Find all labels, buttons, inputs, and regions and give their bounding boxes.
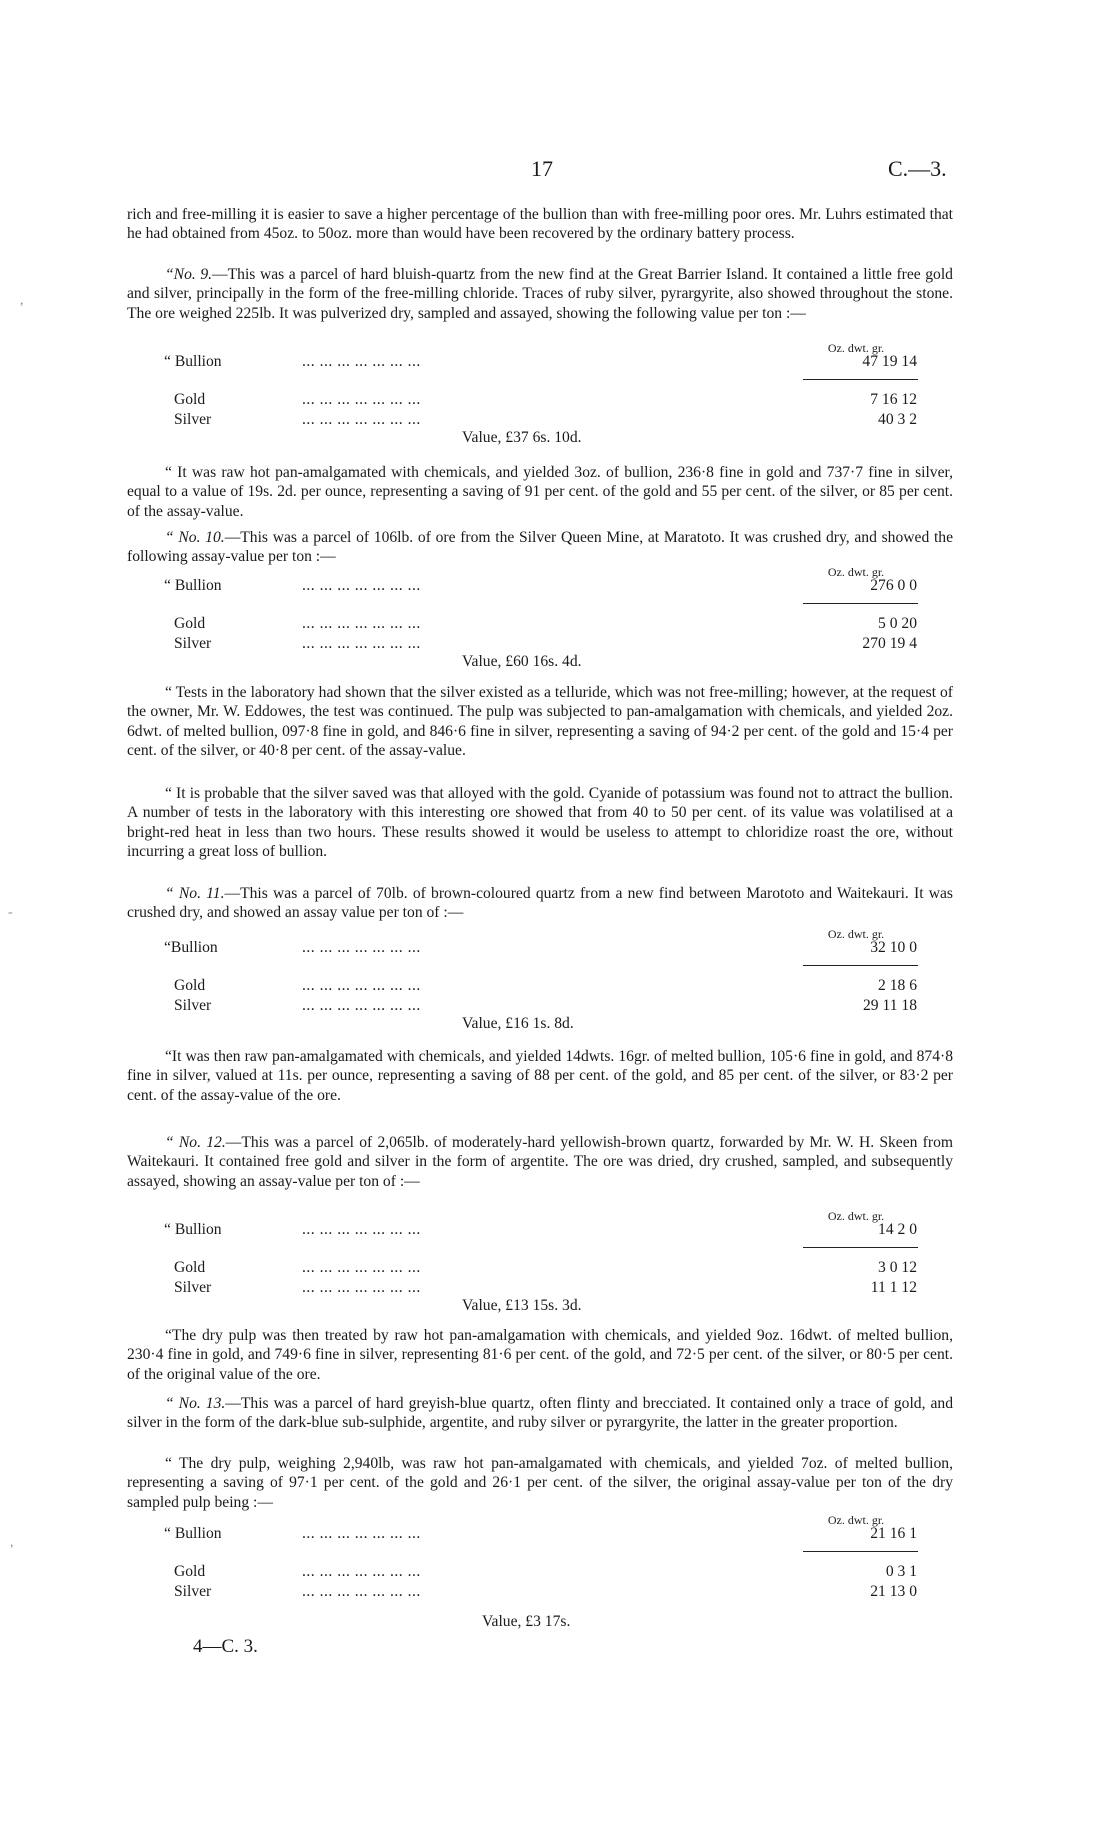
sample-number: “ No. 13. (165, 1395, 226, 1412)
table-row-bullion (127, 353, 953, 373)
paragraph-no-9 (127, 265, 953, 323)
table-row-silver (127, 997, 953, 1017)
sample-number: “ No. 12. (165, 1134, 226, 1151)
paragraph-no-13-result: “ The dry pulp, weighing 2,940lb, was raw hot pan-amalgamated with chemicals, and yielded 7oz. of melted bullion, representing a saving of 97·1 per cent. of the gold and 26·1 per cent. of the silver, the original assay-value per ton of the dry sampled pulp being :— (127, 1455, 953, 1511)
table-row-gold (127, 1259, 953, 1279)
leader-dots: ... ... ... ... ... ... ... (302, 977, 421, 994)
signature-mark: 4—C. 3. (193, 1636, 258, 1657)
table-row-bullion (127, 1525, 953, 1545)
row-amount: 29 11 18 (863, 997, 917, 1014)
row-amount: 21 13 0 (870, 1583, 917, 1600)
paragraph-body: —This was a parcel of 70lb. of brown-coloured quartz from a new find between Marototo and Waitekauri. It was crushed dry, and showed an assay value per ton of :— (127, 885, 953, 922)
paragraph-body: —This was a parcel of 2,065lb. of moderately-hard yellowish-brown quartz, forwarded by Mr. W. H. Skeen from Waitekauri. It contained free gold and silver in the form of argentite. The ore was dried, dry crushed, sampled, and subsequently assayed, showing an assay-value per ton of :— (127, 1134, 953, 1190)
paragraph-no-11-result: “It was then raw pan-amalgamated with chemicals, and yielded 14dwts. 16gr. of melted bullion, 105·6 fine in gold, and 874·8 fine in silver, valued at 11s. per ounce, representing a saving of 88 per cent. of the gold, and 85 per cent. of the silver, or 83·2 per cent. of the assay-value of the ore. (127, 1048, 953, 1104)
paragraph-no-13 (127, 1394, 953, 1433)
leader-dots: ... ... ... ... ... ... ... (302, 353, 421, 370)
table-row-bullion (127, 577, 953, 597)
table-row-silver (127, 411, 953, 431)
paragraph-no-12-result: “The dry pulp was then treated by raw hot pan-amalgamation with chemicals, and yielded 9oz. 16dwt. of melted bullion, 230·4 fine in gold, and 749·6 fine in silver, representing 81·6 per cent. of the gold, and 72·5 per cent. of the silver, or 80·5 per cent. of the original value of the ore. (127, 1327, 953, 1383)
paragraph-no-11 (127, 884, 953, 923)
sample-number: “ No. 10. (165, 529, 225, 546)
table-row-bullion (127, 939, 953, 959)
row-amount: 14 2 0 (878, 1221, 917, 1238)
paragraph-no-9-result: “ It was raw hot pan-amalgamated with chemicals, and yielded 3oz. of bullion, 236·8 fine in gold and 737·7 fine in silver, equal to a value of 19s. 2d. per ounce, representing a saving of 91 per cent. of the gold and 55 per cent. of the silver, or 85 per cent. of the assay-value. (127, 464, 953, 520)
row-label: Gold (174, 615, 206, 632)
row-amount: 47 19 14 (862, 353, 917, 370)
row-amount: 0 3 1 (885, 1563, 917, 1580)
table-row-gold (127, 615, 953, 635)
units-header: Oz. dwt. gr. (827, 1513, 885, 1527)
document-code: C.—3. (888, 156, 947, 181)
row-label: Gold (174, 977, 206, 994)
paragraph-no-10 (127, 528, 953, 567)
paragraph-continuation: rich and free-milling it is easier to save a higher percentage of the bullion than with free-milling poor ores. Mr. Luhrs estimated that he had obtained from 45oz. to 50oz. more than would have been recovered by the ordinary battery process. (127, 206, 953, 243)
paragraph-body: —This was a parcel of hard bluish-quartz from the new find at the Great Barrier Island. It contained a little free gold and silver, principally in the form of the free-milling chloride. Traces of ruby silver, pyrargyrite, also showed throughout the stone. The ore weighed 225lb. It was pulverized dry, sampled and assayed, showing the following value per ton :— (127, 266, 953, 322)
sum-rule (803, 1247, 918, 1248)
row-label: “ Bullion (164, 1221, 222, 1238)
row-label: Gold (174, 1563, 206, 1580)
units-header: Oz. dwt. gr. (827, 341, 885, 355)
units-header: Oz. dwt. gr. (827, 1209, 885, 1223)
table-row-gold (127, 1563, 953, 1583)
sample-number: “No. 9. (165, 266, 213, 283)
table-row-silver (127, 1279, 953, 1299)
leader-dots: ... ... ... ... ... ... ... (302, 1259, 421, 1276)
row-amount: 11 1 12 (870, 1279, 917, 1296)
row-label: “ Bullion (164, 1525, 222, 1542)
row-label: Gold (174, 391, 206, 408)
sample-number: “ No. 11. (165, 885, 225, 902)
row-amount: 40 3 2 (878, 411, 917, 428)
row-amount: 2 18 6 (878, 977, 917, 994)
row-label: Silver (174, 411, 212, 428)
paragraph-no-12 (127, 1133, 953, 1191)
leader-dots: ... ... ... ... ... ... ... (302, 391, 421, 408)
row-label: Silver (174, 997, 212, 1014)
leader-dots: ... ... ... ... ... ... ... (302, 635, 421, 652)
scan-speck: , (20, 293, 24, 308)
row-amount: 32 10 0 (870, 939, 917, 956)
leader-dots: ... ... ... ... ... ... ... (302, 577, 421, 594)
leader-dots: ... ... ... ... ... ... ... (302, 1525, 421, 1542)
row-amount: 276 0 0 (870, 577, 917, 594)
assay-table-no-13 (127, 1513, 953, 1630)
sum-rule (803, 1551, 918, 1552)
row-amount: 3 0 12 (878, 1259, 917, 1276)
table-row-gold (127, 977, 953, 997)
scan-speck: - (8, 905, 13, 920)
table-value: Value, £3 17s. (482, 1613, 571, 1630)
table-value: Value, £13 15s. 3d. (462, 1297, 582, 1314)
row-label: Silver (174, 1279, 212, 1296)
row-amount: 5 0 20 (878, 615, 917, 632)
row-label: Silver (174, 635, 212, 652)
assay-table-no-10 (127, 565, 953, 670)
leader-dots: ... ... ... ... ... ... ... (302, 1563, 421, 1580)
table-row-gold (127, 391, 953, 411)
row-amount: 270 19 4 (862, 635, 917, 652)
sum-rule (803, 965, 918, 966)
row-label: Gold (174, 1259, 206, 1276)
table-value: Value, £60 16s. 4d. (462, 653, 582, 670)
leader-dots: ... ... ... ... ... ... ... (302, 997, 421, 1014)
assay-table-no-11 (127, 927, 953, 1032)
assay-table-no-9 (127, 341, 953, 446)
table-row-silver (127, 635, 953, 655)
leader-dots: ... ... ... ... ... ... ... (302, 1279, 421, 1296)
sum-rule (803, 379, 918, 380)
table-row-bullion (127, 1221, 953, 1241)
table-value: Value, £16 1s. 8d. (462, 1015, 574, 1032)
units-header: Oz. dwt. gr. (827, 565, 885, 579)
leader-dots: ... ... ... ... ... ... ... (302, 411, 421, 428)
row-amount: 21 16 1 (870, 1525, 917, 1542)
units-header: Oz. dwt. gr. (827, 927, 885, 941)
leader-dots: ... ... ... ... ... ... ... (302, 1583, 421, 1600)
page-number: 17 (531, 156, 553, 181)
table-value: Value, £37 6s. 10d. (462, 429, 582, 446)
paragraph-probable: “ It is probable that the silver saved was that alloyed with the gold. Cyanide of potassium was found not to attract the bullion. A number of tests in the laboratory with this interesting ore showed that from 40 to 50 per cent. of its value was volatilised at a bright-red heat in less than two hours. These results showed it would be useless to attempt to chloridize roast the ore, without incurring a great loss of bullion. (127, 785, 953, 861)
scan-speck: , (10, 1535, 14, 1550)
table-row-silver (127, 1583, 953, 1603)
paragraph-tests: “ Tests in the laboratory had shown that the silver existed as a telluride, which was not free-milling; however, at the request of the owner, Mr. W. Eddowes, the test was continued. The pulp was subjected to pan-amalgamation with chemicals, and yielded 2oz. 6dwt. of melted bullion, 097·8 fine in gold, and 846·6 fine in silver, representing a saving of 94·2 per cent. of the gold and 15·4 per cent. of the silver, or 40·8 per cent. of the assay-value. (127, 684, 953, 760)
row-label: Silver (174, 1583, 212, 1600)
leader-dots: ... ... ... ... ... ... ... (302, 1221, 421, 1238)
row-amount: 7 16 12 (870, 391, 917, 408)
row-label: “ Bullion (164, 577, 222, 594)
leader-dots: ... ... ... ... ... ... ... (302, 939, 421, 956)
paragraph-body: —This was a parcel of hard greyish-blue quartz, often flinty and brecciated. It contained only a trace of gold, and silver in the form of the dark-blue sub-sulphide, argentite, and ruby silver or pyrargyrite, the latter in the greater proportion. (127, 1395, 953, 1432)
leader-dots: ... ... ... ... ... ... ... (302, 615, 421, 632)
paragraph-body: —This was a parcel of 106lb. of ore from the Silver Queen Mine, at Maratoto. It was crushed dry, and showed the following assay-value per ton :— (127, 529, 953, 566)
sum-rule (803, 603, 918, 604)
row-label: “ Bullion (164, 353, 222, 370)
row-label: “Bullion (164, 939, 218, 956)
assay-table-no-12 (127, 1209, 953, 1314)
